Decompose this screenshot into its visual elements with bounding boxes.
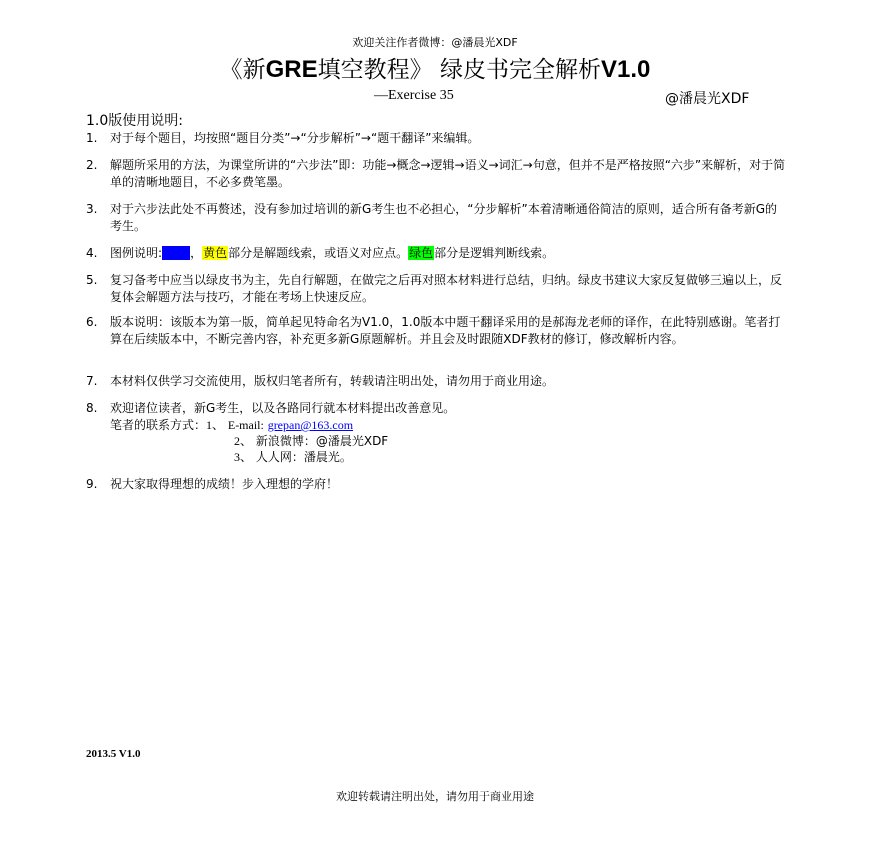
header-note: 欢迎关注作者微博：@潘晨光XDF xyxy=(352,36,518,49)
item-number: 8. xyxy=(86,401,98,415)
page-title xyxy=(0,51,870,84)
list-item xyxy=(86,314,786,348)
contact-email-line xyxy=(110,417,353,433)
list-item xyxy=(86,130,786,147)
item-number: 3. xyxy=(86,202,98,216)
contact-weibo-line xyxy=(234,433,388,449)
contact-number-1: 1、 xyxy=(206,418,225,432)
list-item xyxy=(86,476,786,493)
list-item xyxy=(86,157,786,191)
legend-green-swatch: 绿色 xyxy=(409,246,434,260)
item-number: 1. xyxy=(86,131,98,145)
title-version: V1.0 xyxy=(600,56,651,83)
list-item xyxy=(86,400,786,417)
title-middle: 填空教程》 绿皮书完全解析 xyxy=(317,57,601,83)
item-number: 2. xyxy=(86,158,98,172)
item-text: 欢迎诸位读者，新G考生，以及各路同行就本材料提出改善意见。 xyxy=(110,401,456,415)
contact-renren-line xyxy=(234,449,352,465)
email-label: E-mail: xyxy=(227,418,264,432)
contact-label: 笔者的联系方式： xyxy=(110,418,207,432)
list-item xyxy=(86,272,786,306)
item-text: 本材料仅供学习交流使用，版权归笔者所有，转载请注明出处，请勿用于商业用途。 xyxy=(110,374,555,388)
author-handle: @潘晨光XDF xyxy=(665,91,750,107)
footer-note: 欢迎转载请注明出处，请勿用于商业用途 xyxy=(336,790,534,803)
legend-yellow-desc: 部分是解题线索，或语义对应点。 xyxy=(228,246,409,260)
item-text: 版本说明：该版本为第一版，简单起见特命名为V1.0，1.0版本中题干翻译采用的是郝海龙老师的译作，在此特别感谢。笔者打算在后续版本中，不断完善内容，补充更多新G原题解析。并且会及时跟随XDF教材的修订，修改解析内容。 xyxy=(110,315,781,346)
legend-green-desc: 部分是逻辑判断线索。 xyxy=(434,246,555,260)
item-text: 对于每个题目，均按照“题目分类”→“分步解析”→“题干翻译”来编辑。 xyxy=(110,131,480,145)
email-link[interactable]: grepan@163.com xyxy=(267,418,354,432)
item-number: 4. xyxy=(86,246,98,260)
legend-prefix: 图例说明: xyxy=(110,246,163,260)
contact-renren: 人人网：潘晨光。 xyxy=(255,450,352,464)
item-text: 祝大家取得理想的成绩！步入理想的学府！ xyxy=(110,477,339,491)
list-item xyxy=(86,201,786,235)
list-item xyxy=(86,373,786,390)
exercise-subtitle: —Exercise 35 xyxy=(374,88,454,103)
legend-yellow-swatch: 黄色 xyxy=(203,246,228,260)
legend-blue-swatch: 蓝色 xyxy=(164,246,189,260)
title-gre: GRE xyxy=(265,56,318,83)
item-number: 9. xyxy=(86,477,98,491)
item-text: 解题所采用的方法，为课堂所讲的“六步法”即：功能→概念→逻辑→语义→词汇→句意，但并不是严格按照“六步”来解析，对于简单的清晰地题目，不必多费笔墨。 xyxy=(110,158,786,189)
item-number: 7. xyxy=(86,374,98,388)
contact-number-2: 2、 xyxy=(234,434,253,448)
footer-version: 2013.5 V1.0 xyxy=(86,748,141,760)
item-number: 5. xyxy=(86,273,98,287)
legend-text: 图例说明: 蓝色 ，黄色部分是解题线索，或语义对应点。绿色部分是逻辑判断线索。 xyxy=(110,246,555,260)
contact-number-3: 3、 xyxy=(234,450,253,464)
contact-weibo: 新浪微博：@潘晨光XDF xyxy=(255,434,389,448)
item-text: 对于六步法此处不再赘述，没有参加过培训的新G考生也不必担心，“分步解析”本着清晰通俗简洁的原则，适合所有备考新G的考生。 xyxy=(110,202,778,233)
title-prefix: 《新 xyxy=(219,57,266,83)
item-text: 复习备考中应当以绿皮书为主，先自行解题，在做完之后再对照本材料进行总结，归纳。绿皮书建议大家反复做够三遍以上，反复体会解题方法与技巧，才能在考场上快速反应。 xyxy=(110,273,783,304)
legend-item xyxy=(86,245,786,262)
section-title: 1.0版使用说明: xyxy=(86,113,183,129)
item-number: 6. xyxy=(86,315,98,329)
